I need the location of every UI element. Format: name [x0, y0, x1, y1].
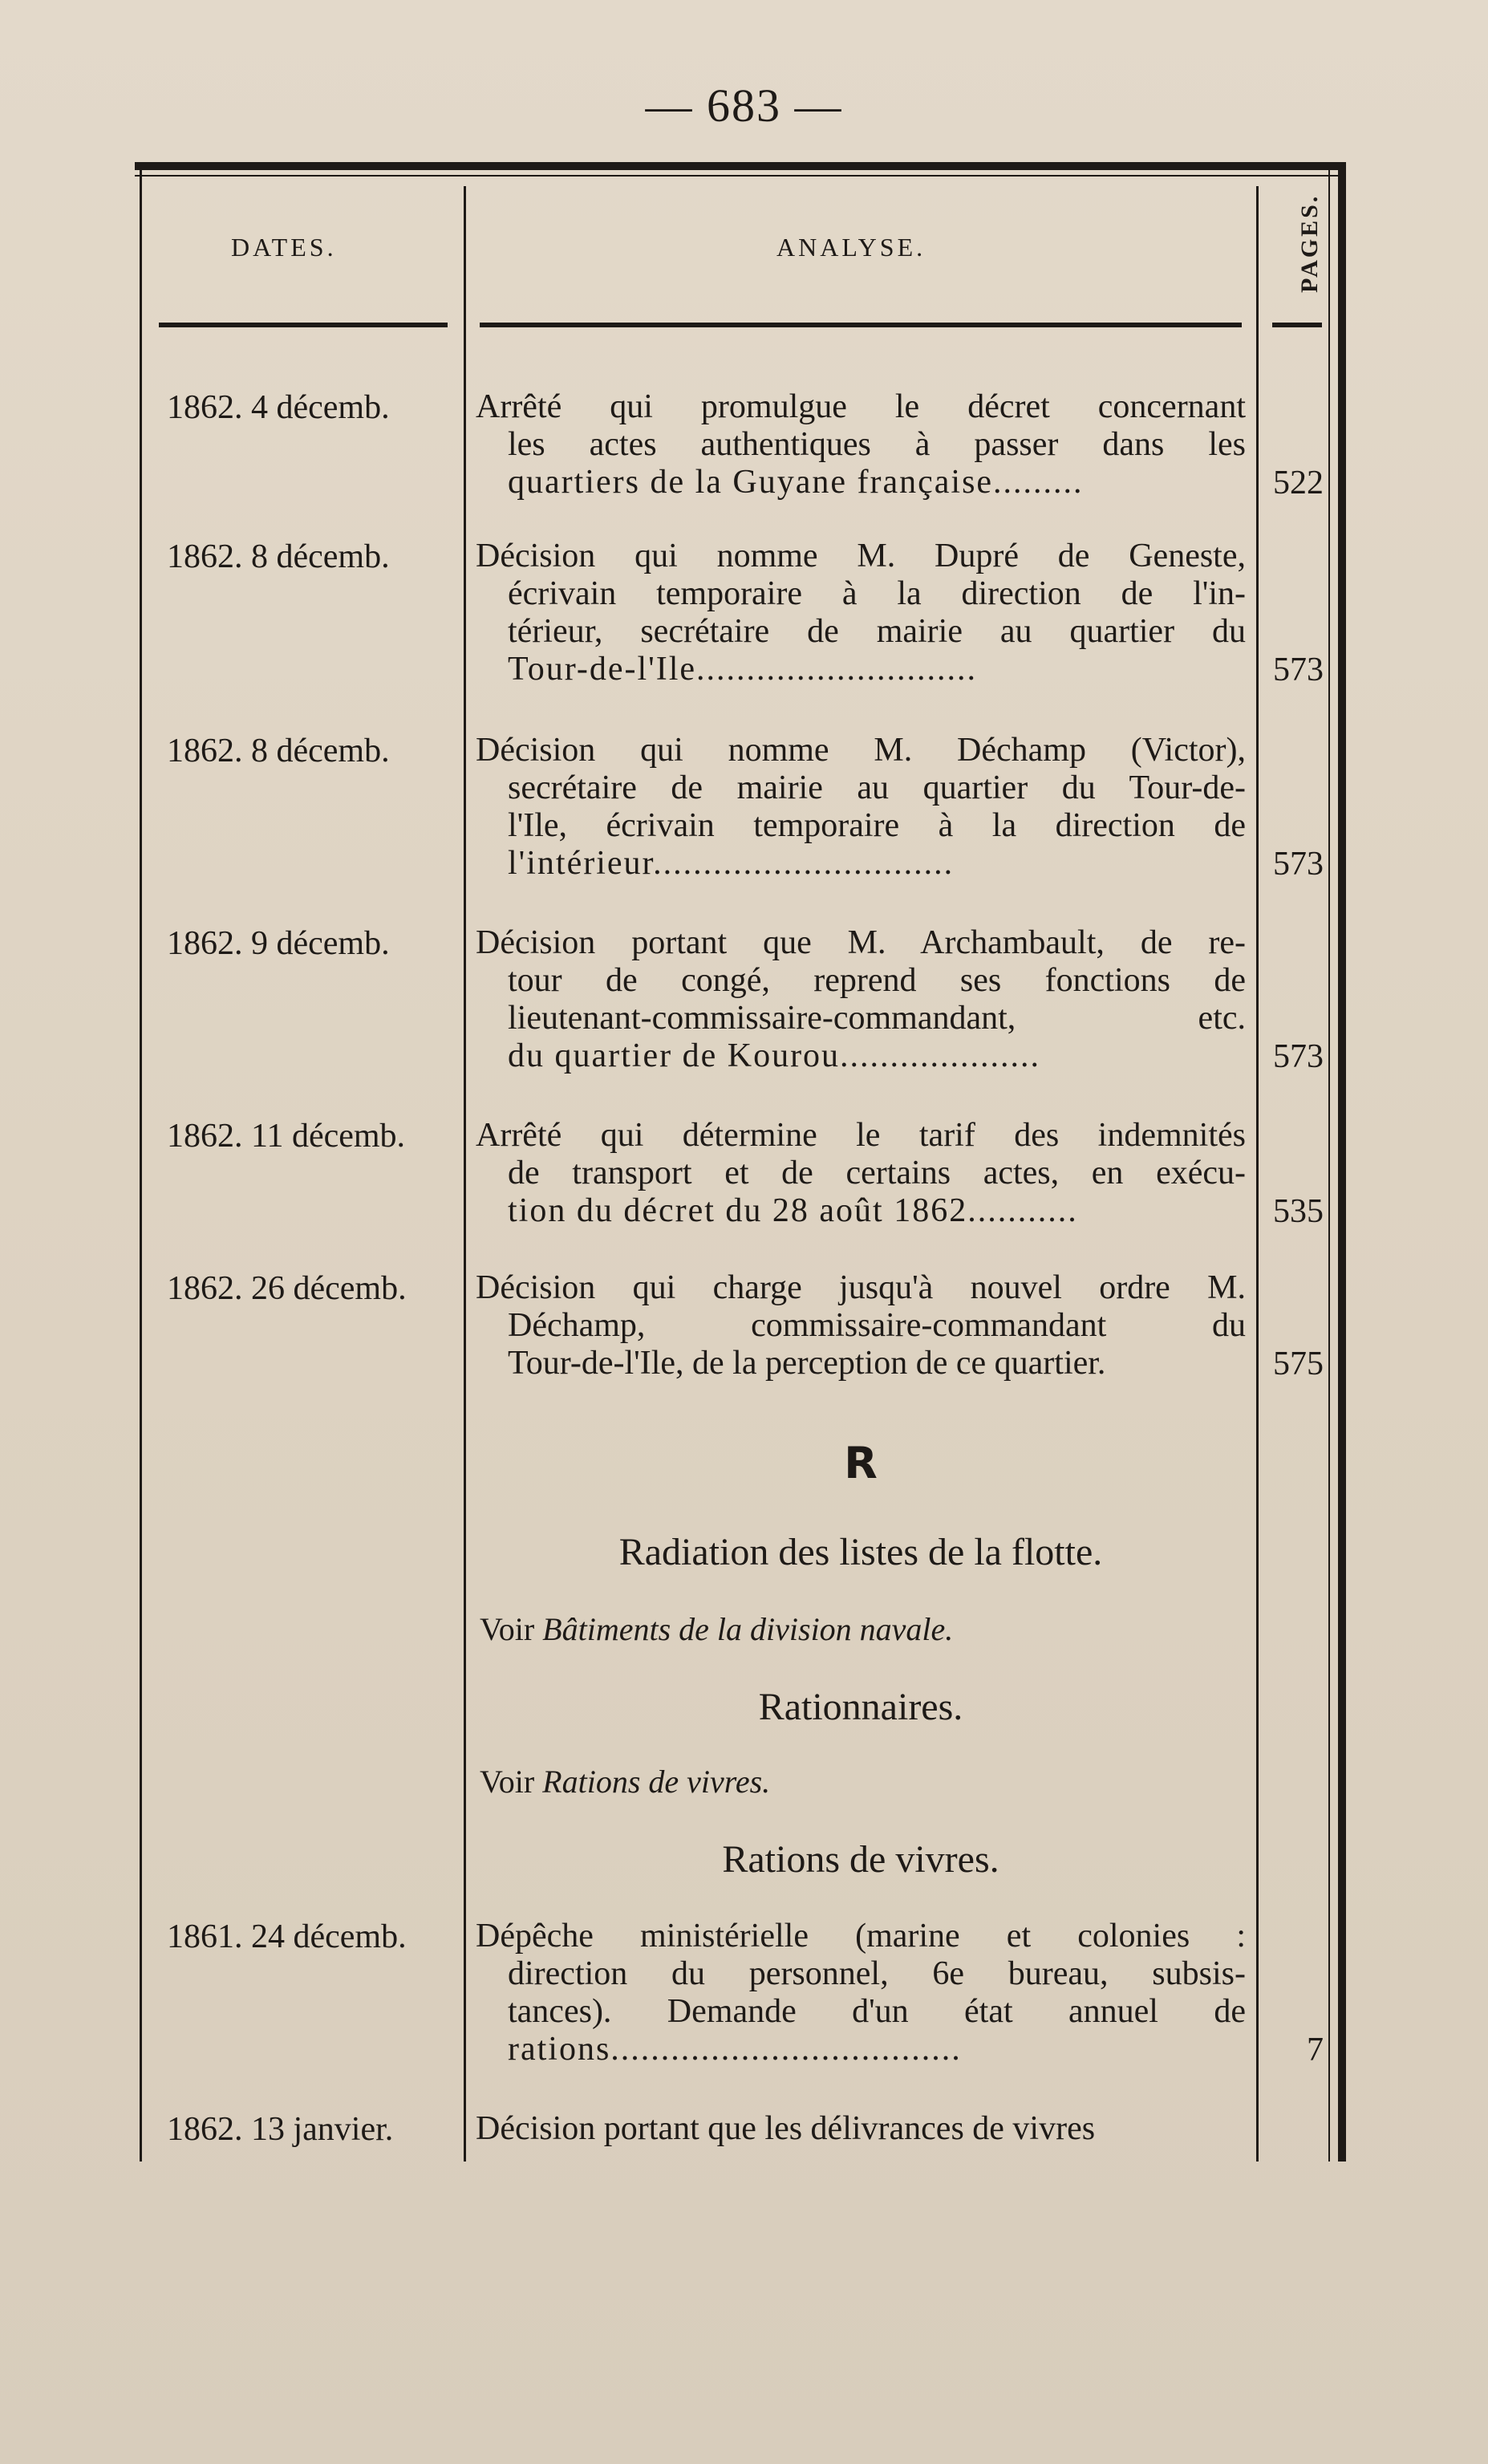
analysis-line: tour de congé, reprend ses fonctions de	[508, 962, 1246, 999]
entry-page: 573	[1273, 1038, 1324, 1075]
pages-header: PAGES.	[1296, 193, 1323, 293]
analysis-line: de transport et de certains actes, en exécu-	[508, 1155, 1246, 1191]
analysis-line: Dépêche ministérielle (marine et colonies :	[476, 1918, 1246, 1955]
entry-analysis	[476, 1117, 1246, 1230]
analysis-line: direction du personnel, 6e bureau, subsis-	[508, 1955, 1246, 1992]
analysis-header-rule	[480, 323, 1242, 327]
page-number: — 683 —	[645, 79, 843, 132]
analysis-line: Décision portant que M. Archambault, de re-	[476, 924, 1246, 961]
entry-page: 7	[1307, 2032, 1324, 2068]
entry-page: 522	[1273, 465, 1324, 501]
dates-column-rule	[464, 186, 466, 2162]
table-right-rule	[1338, 162, 1346, 2162]
analysis-line: l'intérieur..............................	[508, 845, 955, 882]
entry-date: 1862. 8 décemb.	[167, 538, 390, 575]
section-letter: R	[844, 1438, 878, 1488]
analysis-line: quartiers de la Guyane française.........	[508, 464, 1084, 501]
entry-page: 573	[1273, 652, 1324, 688]
entry-date: 1862. 9 décemb.	[167, 925, 390, 962]
entry-analysis	[476, 732, 1246, 883]
analysis-line: Arrêté qui promulgue le décret concernant	[476, 388, 1246, 425]
entry-date: 1862. 26 décemb.	[167, 1270, 407, 1307]
table-top-rule-thin	[135, 175, 1346, 177]
analysis-line: Décision portant que les délivrances de vivres	[476, 2110, 1096, 2147]
entry-date: 1862. 4 décemb.	[167, 389, 390, 426]
entry-analysis	[476, 1918, 1246, 2068]
section-heading: Rationnaires.	[758, 1686, 963, 1728]
table-top-rule	[135, 162, 1346, 170]
dates-header-rule	[159, 323, 448, 327]
analysis-line: l'Ile, écrivain temporaire à la direction de	[508, 807, 1246, 844]
analysis-line: Tour-de-l'Ile, de la perception de ce quartier.	[508, 1345, 1106, 1382]
analysis-line: lieutenant-commissaire-commandant, etc.	[508, 1000, 1246, 1037]
analysis-line: Décision qui nomme M. Dupré de Geneste,	[476, 538, 1246, 574]
entry-page: 535	[1273, 1193, 1324, 1230]
analysis-line: tion du décret du 28 août 1862...........	[508, 1192, 1078, 1229]
entry-analysis	[476, 1269, 1246, 1382]
dates-header: DATES.	[231, 233, 337, 262]
table-right-rule-thin	[1328, 162, 1330, 2162]
entry-date: 1861. 24 décemb.	[167, 1918, 407, 1955]
cross-reference-target: Rations de vivres.	[542, 1764, 771, 1800]
entry-page: 575	[1273, 1346, 1324, 1382]
entry-analysis	[476, 388, 1246, 501]
analysis-line: rations...................................	[508, 2031, 962, 2068]
analysis-header: ANALYSE.	[776, 233, 926, 262]
analysis-line: Décision qui charge jusqu'à nouvel ordre M.	[476, 1269, 1246, 1306]
analysis-line: térieur, secrétaire de mairie au quartier du	[508, 613, 1246, 650]
entry-page: 573	[1273, 846, 1324, 883]
entry-date: 1862. 11 décemb.	[167, 1118, 406, 1155]
analysis-line: Déchamp, commissaire-commandant du	[508, 1307, 1246, 1344]
analysis-line: Tour-de-l'Ile............................	[508, 651, 978, 688]
analysis-line: Décision qui nomme M. Déchamp (Victor),	[476, 732, 1246, 769]
cross-reference-prefix: Voir	[480, 1611, 535, 1647]
cross-reference	[480, 1763, 770, 1800]
pages-column-rule	[1256, 186, 1259, 2162]
entry-analysis	[476, 538, 1246, 688]
cross-reference-prefix: Voir	[480, 1764, 535, 1800]
section-heading: Radiation des listes de la flotte.	[618, 1531, 1103, 1573]
table-left-rule	[140, 162, 142, 2162]
analysis-line: tances). Demande d'un état annuel de	[508, 1993, 1246, 2030]
index-table	[135, 162, 1346, 2162]
analysis-line: les actes authentiques à passer dans les	[508, 426, 1246, 463]
analysis-line: du quartier de Kourou....................	[508, 1037, 1041, 1074]
analysis-line: Arrêté qui détermine le tarif des indemnités	[476, 1117, 1246, 1154]
cross-reference-target: Bâtiments de la division navale.	[542, 1611, 954, 1647]
entry-analysis	[476, 924, 1246, 1075]
analysis-line: secrétaire de mairie au quartier du Tour-de-	[508, 769, 1246, 806]
entry-analysis	[476, 2110, 1246, 2148]
section-heading: Rations de vivres.	[722, 1838, 999, 1881]
analysis-line: écrivain temporaire à la direction de l'in-	[508, 575, 1246, 612]
pages-header-rule	[1272, 323, 1322, 327]
entry-date: 1862. 8 décemb.	[167, 733, 390, 769]
entry-date: 1862. 13 janvier.	[167, 2111, 394, 2148]
cross-reference	[480, 1610, 953, 1648]
